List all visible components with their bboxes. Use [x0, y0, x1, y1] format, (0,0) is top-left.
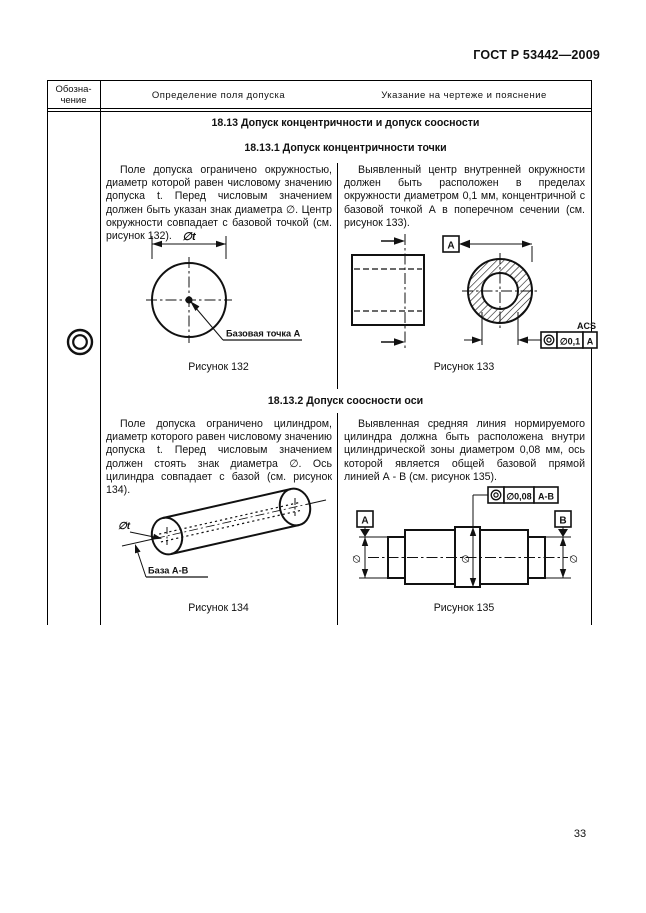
fig135-fcf-datum: А-В [538, 491, 554, 502]
table-divider-col1 [100, 80, 101, 625]
section-18-13-2-title: 18.13.2 Допуск соосности оси [267, 395, 424, 407]
col3-header: Указание на чертеже и пояснение [381, 90, 547, 101]
figure-135-drawing [343, 483, 593, 605]
figure-133-drawing [345, 228, 595, 368]
table-border-top [47, 80, 592, 81]
fig135-diameter-left-label: ∅ [352, 554, 363, 564]
fig133-datum-frame-letter: А [447, 240, 455, 252]
table-divider-col2-seg1 [337, 163, 338, 389]
fig133-fcf-datum: А [586, 336, 594, 347]
figure-135-caption: Рисунок 135 [433, 602, 495, 614]
table-header-rule-1 [47, 108, 592, 109]
col2-header: Определение поля допуска [151, 90, 286, 101]
table-border-left [47, 80, 48, 625]
fig133-fcf-tolerance: ∅0,1 [559, 336, 581, 347]
fig135-geometry [357, 487, 571, 587]
fig135-fcf-tolerance: ∅0,08 [506, 491, 532, 502]
fig134-geometry [122, 486, 326, 577]
doc-code: ГОСТ Р 53442—2009 [473, 48, 600, 62]
fig132-datum-point-label: Базовая точка А [226, 328, 301, 339]
figure-134-caption: Рисунок 134 [188, 602, 249, 614]
figure-133-caption: Рисунок 133 [433, 361, 495, 373]
fig135-datum-b-letter: В [559, 515, 567, 527]
fig135-datum-a-letter: А [361, 515, 369, 527]
col1-header-line1: Обозна- [55, 84, 92, 95]
concentricity-symbol-icon [60, 322, 100, 362]
definition-18-13-1: Поле допуска ограничено окружностью, диаметр которой равен числовому значению допуска t. Перед числовым значением должен быть указан знак диаметра ∅. Центр окружности совпадает с базовой точкой (см. рисунок 132). [106, 164, 332, 243]
table-divider-col2-seg2 [337, 413, 338, 625]
fig135-diameter-center-label: ∅ [461, 554, 472, 564]
col1-header-line2: чение [60, 95, 87, 106]
section-18-13-1-title: 18.13.1 Допуск концентричности точки [244, 142, 447, 154]
fig133-acs-label: ACS [576, 321, 596, 331]
figure-132-drawing [110, 223, 330, 363]
figure-132-caption: Рисунок 132 [188, 361, 249, 373]
indication-18-13-1: Выявленный центр внутренней окружности должен быть расположен в пределах окружности диаметром 0,1 мм, концентричной с базовой точкой А в поперечном сечении (см. рисунок 133). [344, 164, 585, 229]
page-number: 33 [573, 828, 587, 840]
indication-18-13-2: Выявленная средняя линия нормируемого цилиндра должна быть расположена внутри цилиндрической зоны диаметром 0,08 мм, ось которой является общей базовой прямой линией А - В (см. рисунок 135). [344, 418, 585, 483]
fig133-geometry [352, 234, 597, 348]
fig134-datum-label: База А-В [148, 565, 189, 576]
definition-18-13-2: Поле допуска ограничено цилиндром, диаметр которого равен числовому значению допуска t. Перед числовым значением должен стоять знак диаметра ∅. Ось цилиндра совпадает с базой (см. рисунок 134). [106, 418, 332, 497]
section-18-13-title: 18.13 Допуск концентричности и допуск соосности [211, 117, 480, 129]
fig132-diameter-label: ∅t [182, 231, 196, 243]
fig134-diameter-label: ∅t [118, 521, 131, 532]
fig132-geometry [146, 236, 302, 343]
figure-134-drawing [110, 477, 330, 599]
fig135-diameter-right-label: ∅ [569, 554, 580, 564]
col1-header [47, 84, 100, 106]
table-header-rule-2 [47, 111, 592, 112]
